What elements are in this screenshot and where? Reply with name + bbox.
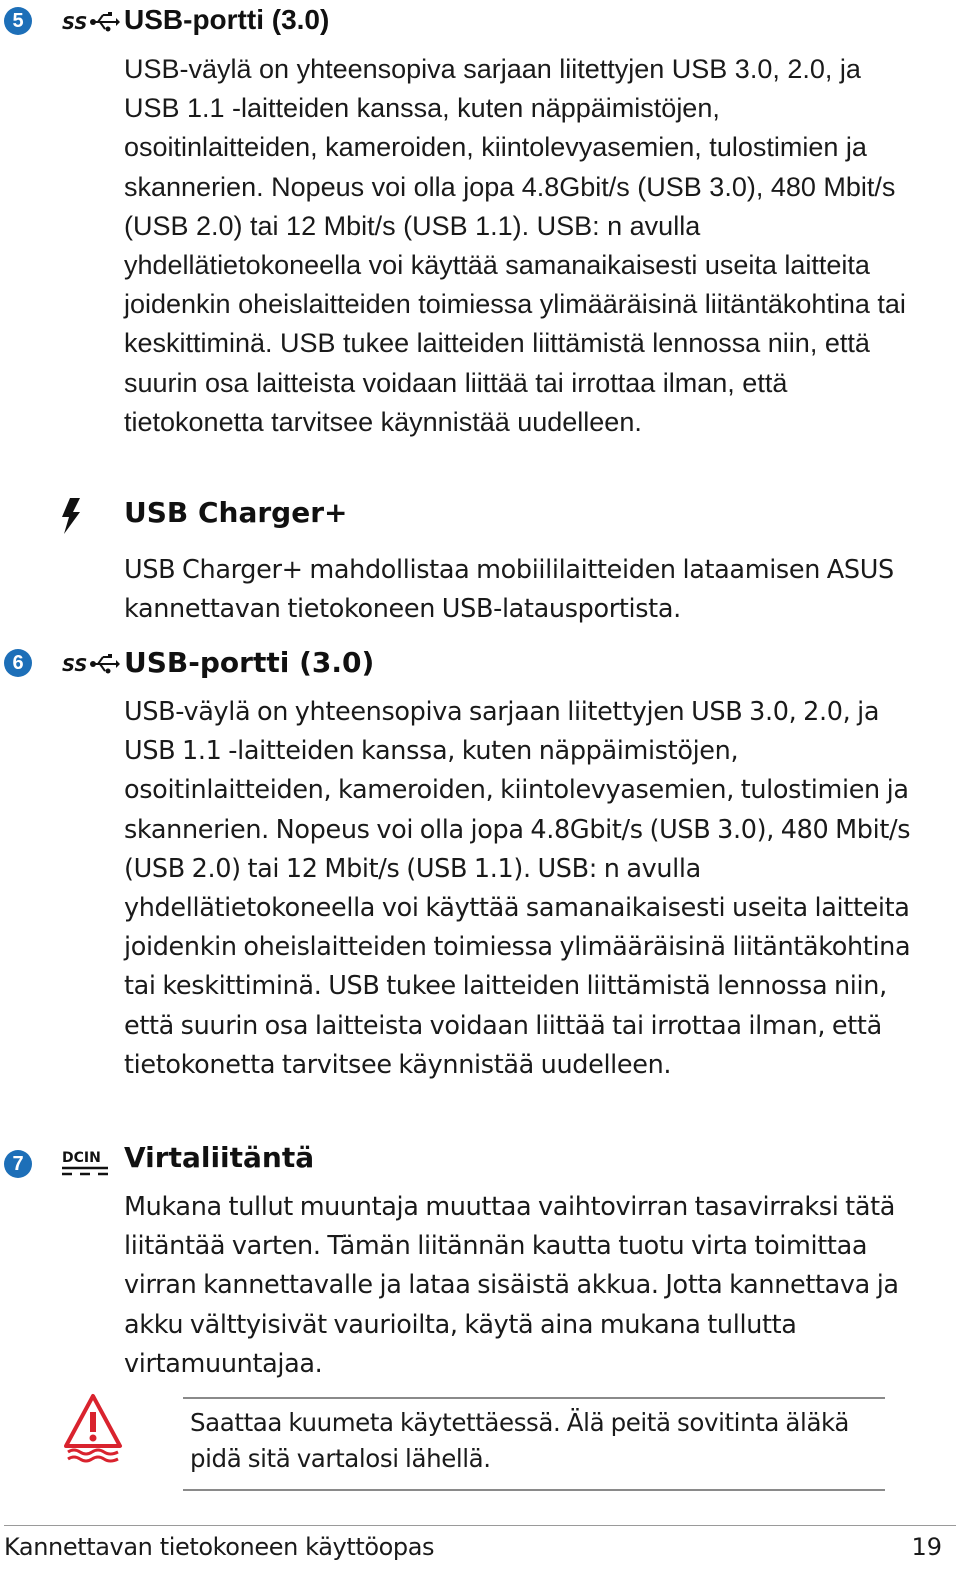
lightning-bolt-icon bbox=[60, 498, 82, 534]
section-title: USB-portti (3.0) bbox=[124, 4, 330, 35]
warning-text: Saattaa kuumeta käytettäessä. Älä peitä sovitinta äläkä pidä sitä vartalosi lähellä. bbox=[190, 1408, 850, 1473]
section-body: Mukana tullut muuntaja muuttaa vaihtovirran tasavirraksi tätä liitäntää varten. Tämän liitännän kautta tuotu virta toimittaa virran kannettavalle ja lataa sisäistä akkua. Jotta kannettava ja akku välttyisivät vaurioilta, käytä aina mukana tullutta virtamuuntajaa. bbox=[124, 1192, 899, 1379]
section-number-7: 7 bbox=[4, 1150, 32, 1178]
page-number: 19 bbox=[911, 1533, 942, 1561]
section-number-5: 5 bbox=[4, 7, 32, 35]
section-number-6: 6 bbox=[4, 649, 32, 677]
subsection-body: USB Charger+ mahdollistaa mobiililaitteiden lataamisen ASUS kannettavan tietokoneen USB-latausportista. bbox=[124, 555, 894, 625]
footer-rule bbox=[4, 1525, 956, 1526]
footer-title: Kannettavan tietokoneen käyttöopas bbox=[4, 1533, 435, 1561]
section-body: USB-väylä on yhteensopiva sarjaan liitettyjen USB 3.0, 2.0, ja USB 1.1 -laitteiden kanssa, kuten näppäimistöjen, osoitinlaitteiden, kameroiden, kiintolevyasemien, tulostimien ja skannerien. Nopeus voi olla jopa 4.8Gbit/s (USB 3.0), 480 Mbit/s (USB 2.0) tai 12 Mbit/s (USB 1.1). USB: n avulla yhdellätietokoneella voi käyttää samanaikaisesti useita laitteita joidenkin oheislaitteiden toimiessa ylimääräisinä liitäntäkohtina tai keskittiminä. USB tukee laitteiden liittämistä lennossa niin, että suurin osa laitteista voidaan liittää tai irrottaa ilman, että tietokonetta tarvitsee käynnistää uudelleen. bbox=[124, 697, 911, 1080]
dcin-icon bbox=[62, 1148, 112, 1176]
subsection-title: USB Charger+ bbox=[124, 496, 348, 529]
note-top-rule bbox=[183, 1397, 885, 1399]
hot-surface-warning-icon bbox=[62, 1392, 124, 1464]
section-title: Virtaliitäntä bbox=[124, 1141, 315, 1174]
section-body: USB-väylä on yhteensopiva sarjaan liitettyjen USB 3.0, 2.0, ja USB 1.1 -laitteiden kanssa, kuten näppäimistöjen, osoitinlaitteiden, kameroiden, kiintolevyasemien, tulostimien ja skannerien. Nopeus voi olla jopa 4.8Gbit/s (USB 3.0), 480 Mbit/s (USB 2.0) tai 12 Mbit/s (USB 1.1). USB: n avulla yhdellätietokoneella voi käyttää samanaikaisesti useita laitteita joidenkin oheislaitteiden toimiessa ylimääräisinä liitäntäkohtina tai keskittiminä. USB tukee laitteiden liittämistä lennossa niin, että suurin osa laitteista voidaan liittää tai irrottaa ilman, että tietokonetta tarvitsee käynnistää uudelleen. bbox=[124, 54, 906, 437]
svg-text:SS: SS bbox=[62, 655, 88, 676]
dcin-icon-label: DCIN bbox=[62, 1150, 101, 1166]
section-title: USB-portti (3.0) bbox=[124, 646, 375, 679]
svg-text:SS: SS bbox=[62, 13, 88, 34]
usb-superspeed-icon bbox=[62, 652, 120, 676]
usb-superspeed-icon bbox=[62, 10, 120, 34]
note-bottom-rule bbox=[183, 1489, 885, 1491]
